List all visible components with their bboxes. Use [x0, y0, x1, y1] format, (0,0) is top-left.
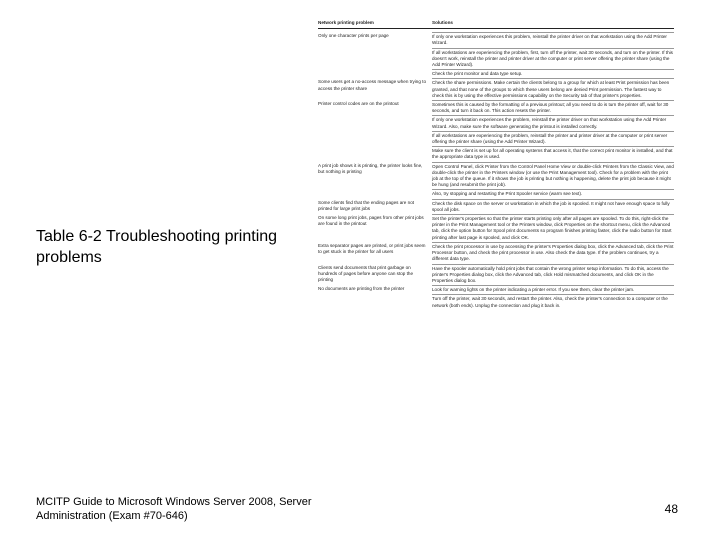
problem-text: Some clients find that the ending pages are not printed for large print jobs — [318, 199, 415, 211]
problem-text: No documents are printing from the printer — [318, 286, 405, 292]
table-row — [318, 241, 674, 263]
problem-text: Extra separator pages are printed, or print jobs seem to get stuck in the printer for all users — [318, 242, 426, 255]
problem-text: On some long print jobs, pages from other print jobs are found in the printout — [318, 215, 424, 227]
table-row — [318, 263, 674, 285]
troubleshooting-table — [318, 20, 674, 532]
solutions-cell — [432, 241, 674, 263]
problem-cell — [318, 31, 432, 77]
solution-text: Turn off the printer, wait 30 seconds, and restart the printer. Also, check the printer's connection to a computer or the network (both ends). Unplug the connection and plug it back in. — [432, 294, 674, 308]
table-row — [318, 161, 674, 198]
problem-cell — [318, 284, 432, 309]
problem-cell — [318, 263, 432, 285]
solution-text: Sometimes this is caused by the formatting of a previous printout; all you need to do is turn the printer off, wait for 30 seconds, and turn it back on. This action resets the printer. — [432, 100, 674, 114]
solution-text: Make sure the client is set up for all operating systems that access it, that the correct print monitor is installed, and that the appropriate data type is used. — [432, 148, 673, 160]
problem-text: A print job shows it is printing, the printer looks fine, but nothing is printing — [318, 162, 423, 174]
solution-text: If only one workstation experiences the problem, reinstall the printer driver on that workstation using the Add Printer Wizard. Also, make sure the software generating the printout is installed correctly. — [432, 115, 674, 129]
table-body — [318, 31, 674, 309]
solutions-cell — [432, 198, 674, 213]
problem-text: Some users get a no-access message when trying to access the printer share — [318, 79, 427, 91]
solution-text: If all workstations are experiencing the problem, first, turn off the printer, wait 30 seconds, and turn on the printer. If this doesn't work, reinstall the printer and printer driver at the computer or print server offering the printer share (using the Add Printer Wizard). — [432, 49, 673, 68]
problem-cell — [318, 161, 432, 198]
problem-text: Clients send documents that print garbage on hundreds of pages before anyone can stop the printing — [318, 264, 414, 282]
solution-text: Check the print processor in use by accessing the printer's Properties dialog box, click the Advanced tab, click the Print Processor button, and check the print processor in use. Also check the data type. If the problem continues, try a different data type. — [432, 243, 674, 262]
solutions-cell — [432, 284, 674, 309]
problem-text: Only one character prints per page — [318, 33, 389, 39]
table-header — [318, 20, 674, 29]
solution-text: Look for warning lights on the printer indicating a printer error. If you see them, clear the printer jam. — [432, 285, 674, 293]
table-row — [318, 31, 674, 77]
solutions-cell — [432, 213, 674, 241]
solution-text: Have the spooler automatically hold print jobs that contain the wrong printer setup information. To do this, access the printer's Properties dialog box, click the Advanced tab, click Hold mismatched documents, and click OK in the Properties dialog box. — [432, 264, 674, 285]
solutions-cell — [432, 31, 674, 77]
problem-cell — [318, 198, 432, 213]
table-row — [318, 198, 674, 213]
solution-text: Check the share permissions. Make certain the clients belong to a group for which at least Print permission has been granted, and that none of the groups to which these users belong are denied Print permission. The fastest way to check this is by using the effective permissions capability on the Security tab of that printer's properties. — [432, 78, 674, 99]
table-row — [318, 284, 674, 309]
problem-cell — [318, 213, 432, 241]
solutions-cell — [432, 99, 674, 161]
table-row — [318, 99, 674, 161]
solution-text: Check the print monitor and data type setup. — [432, 69, 674, 77]
problem-cell — [318, 99, 432, 161]
solution-text: If all workstations are experiencing the problem, reinstall the printer and printer driver at the computer or print server offering the printer share (using the Add Printer Wizard). — [432, 131, 674, 145]
problem-cell — [318, 77, 432, 99]
problem-cell — [318, 241, 432, 263]
solutions-cell — [432, 263, 674, 285]
solutions-cell — [432, 161, 674, 198]
solution-text: Open Control Panel, click Printer from the Control Panel Home View or double-click Printers from the Classic View, and double-click the printer in the Printers window (or use the Print Management tool). Check for a problem with the print job at the top of the queue. If it shows the job is printing but nothing is happening, delete the print job because it might be hung (and resubmit the print job). — [432, 163, 674, 188]
page-number: 48 — [664, 502, 678, 516]
solution-text: Check the disk space on the server or workstation in which the job is spooled. It might not have enough space to fully spool all jobs. — [432, 199, 674, 213]
header-solutions: Solutions — [432, 20, 453, 25]
problem-text: Printer control codes are on the printout — [318, 101, 399, 107]
table-row — [318, 213, 674, 241]
solution-text: If only one workstation experiences this problem, reinstall the printer driver on that workstation using the Add Printer Wizard. — [432, 32, 674, 46]
footer-text: MCITP Guide to Microsoft Windows Server 2008, Server Administration (Exam #70-646) — [36, 496, 312, 522]
slide-title: Table 6-2 Troubleshooting printing problems — [36, 228, 278, 266]
solution-text: Also, try stopping and restarting the Print Spooler service (warm see text). — [432, 189, 674, 197]
solution-text: Set the printer's properties so that the printer starts printing only after all pages are spooled. To do this, right-click the printer in the Print Management tool or the Printers window, click Properties on the shortcut menu, click the Advanced tab, click the option button for Spool print documents so program finishes printing faster, click the radio button for Start printing after last page is spooled, and click OK. — [432, 214, 674, 241]
header-problem: Network printing problem — [318, 20, 374, 25]
solutions-cell — [432, 77, 674, 99]
table-row — [318, 77, 674, 99]
